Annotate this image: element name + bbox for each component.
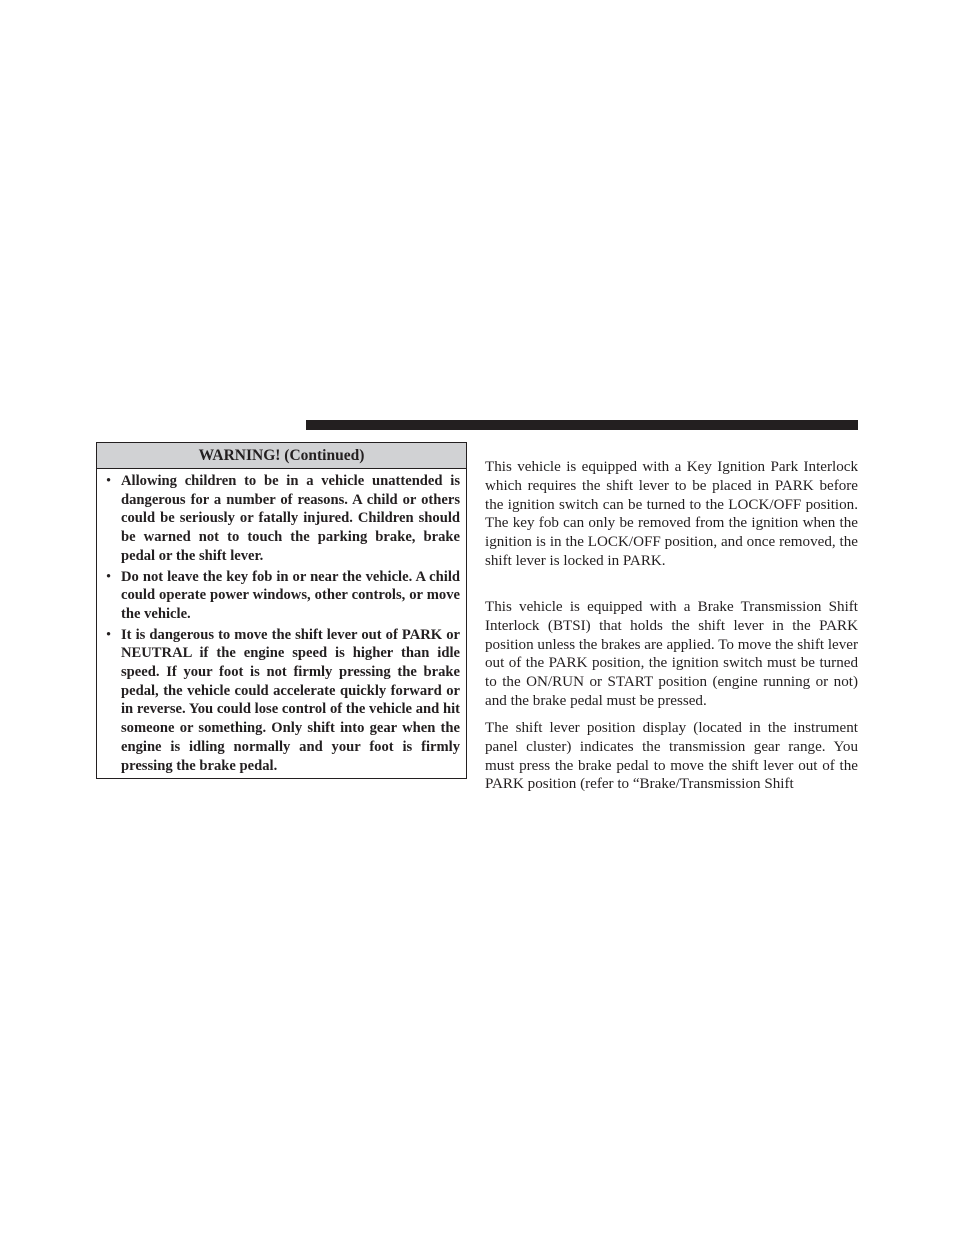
warning-list: [97, 469, 466, 775]
body-paragraph-shift-display: The shift lever position display (located in the instrument panel cluster) indicates the transmission gear range. You must press the brake pedal to move the shift lever out of the PARK position (refer to “Brake/Transmission Shift: [485, 720, 858, 793]
warning-bullet-text: Allowing children to be in a vehicle unattended is dangerous for a number of reasons. A child or others could be seriously or fatally injured. Children should be warned not to touch the parking brake, brake pedal or the shift lever.: [121, 473, 460, 564]
bullet-icon: •: [106, 568, 112, 585]
warning-box: [96, 442, 467, 779]
section-header-bar: [306, 420, 858, 430]
body-paragraph-btsi: This vehicle is equipped with a Brake Transmission Shift Interlock (BTSI) that holds the shift lever in the PARK position unless the brakes are applied. To move the shift lever out of the PARK position, the ignition switch must be turned to the ON/RUN or START position (engine running or not) and the brake pedal must be pressed.: [485, 599, 858, 709]
bullet-icon: •: [106, 473, 112, 489]
bullet-icon: •: [106, 626, 112, 643]
warning-bullet-item: [97, 472, 460, 566]
warning-bullet-item: [97, 568, 460, 624]
warning-header: WARNING! (Continued): [97, 443, 466, 469]
warning-bullet-item: [97, 626, 460, 776]
warning-bullet-text: It is dangerous to move the shift lever out of PARK or NEUTRAL if the engine speed is higher than idle speed. If your foot is not firmly pressing the brake pedal, the vehicle could accelerate quickly forward or in reverse. You could lose control of the vehicle and hit someone or something. Only shift into gear when the engine is idling normally and your foot is firmly pressing the brake pedal.: [121, 626, 460, 774]
warning-bullet-text: Do not leave the key fob in or near the vehicle. A child could operate power windows, other controls, or move the vehicle.: [121, 568, 460, 622]
body-paragraph-key-interlock: This vehicle is equipped with a Key Ignition Park Interlock which requires the shift lever to be placed in PARK before the ignition switch can be turned to the LOCK/OFF position. The key fob can only be removed from the ignition when the ignition is in the LOCK/OFF position, and once removed, the shift lever is locked in PARK.: [485, 459, 858, 569]
